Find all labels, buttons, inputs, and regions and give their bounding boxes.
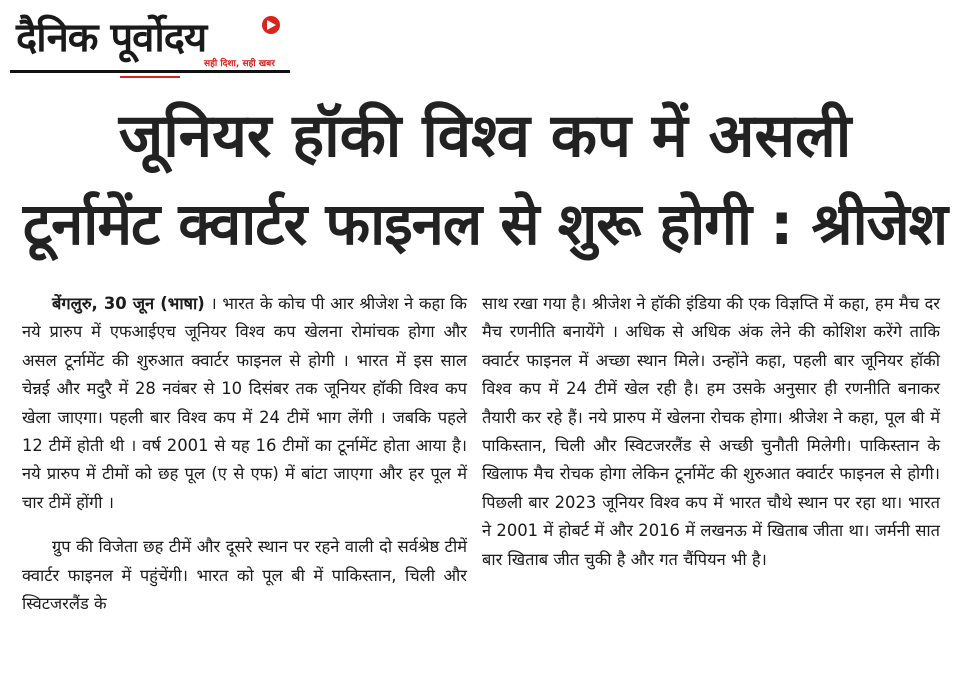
headline-line-2: टूर्नामेंट क्वार्टर फाइनल से शुरू होगी : श्रीजेश	[22, 190, 948, 258]
headline-line-1: जूनियर हॉकी विश्व कप में असली	[118, 101, 852, 171]
article-column-right	[482, 290, 940, 574]
logo-play-icon	[262, 16, 280, 34]
article-paragraph-3: साथ रखा गया है। श्रीजेश ने हॉकी इंडिया की एक विज्ञप्ति में कहा, हम मैच दर मैच रणनीति बनायेंगे । अधिक से अधिक अंक लेने की कोशिश करेंगे ताकि क्वार्टर फाइनल में अच्छा स्थान मिले। उन्होंने कहा, पहली बार जूनियर हॉकी विश्व कप में 24 टीमें खेल रही है। हम उसके अनुसार ही रणनीति बनाकर तैयारी कर रहे हैं। नये प्रारुप में खेलना रोचक होगा। श्रीजेश ने कहा, पूल बी में पाकिस्तान, चिली और स्विटजरलैंड से अच्छी चुनौती मिलेगी। पाकिस्तान के खिलाफ मैच रोचक होगा लेकिन टूर्नामेंट की शुरुआत क्वार्टर फाइनल से होगी। पिछली बार 2023 जूनियर विश्व कप में भारत चौथे स्थान पर रहा था। भारत ने 2001 में होबर्ट में और 2016 में लखनऊ में खिताब जीता था। जर्मनी सात बार खिताब जीत चुकी है और गत चैंपियन भी है।	[482, 294, 940, 569]
article-column-left	[22, 290, 467, 618]
masthead-rule	[10, 70, 290, 73]
article-paragraph-2: ग्रुप की विजेता छह टीमें और दूसरे स्थान पर रहने वाली दो सर्वश्रेष्ठ टीमें क्वार्टर फाइनल में पहुंचेंगी। भारत को पूल बी में पाकिस्तान, चिली और स्विटजरलैंड के	[22, 537, 467, 614]
article-paragraph-1	[22, 290, 467, 517]
masthead	[10, 6, 290, 76]
masthead-tagline: सही दिशा, सही खबर	[204, 59, 275, 69]
article-headline	[0, 92, 970, 268]
dateline: बेंगलुरु, 30 जून (भाषा)	[52, 294, 205, 313]
masthead-accent-rule	[120, 76, 180, 78]
newspaper-logo: दैनिक पूर्वोदय	[16, 15, 207, 61]
paragraph-1-text: । भारत के कोच पी आर श्रीजेश ने कहा कि नये प्रारुप में एफआईएच जूनियर विश्व कप खेलना रोमांचक होगा और असल टूर्नामेंट की शुरुआत क्वार्टर फाइनल से होगी । भारत में इस साल चेन्नई और मदुरै में 28 नवंबर से 10 दिसंबर तक जूनियर हॉकी विश्व कप खेला जाएगा। पहली बार विश्व कप में 24 टीमें भाग लेंगी । जबकि पहले 12 टीमें होती थी । वर्ष 2001 से यह 16 टीमों का टूर्नामेंट होता आया है। नये प्रारुप में टीमों को छह पूल (ए से एफ) में बांटा जाएगा और हर पूल में चार टीमें होंगी ।	[22, 294, 467, 512]
